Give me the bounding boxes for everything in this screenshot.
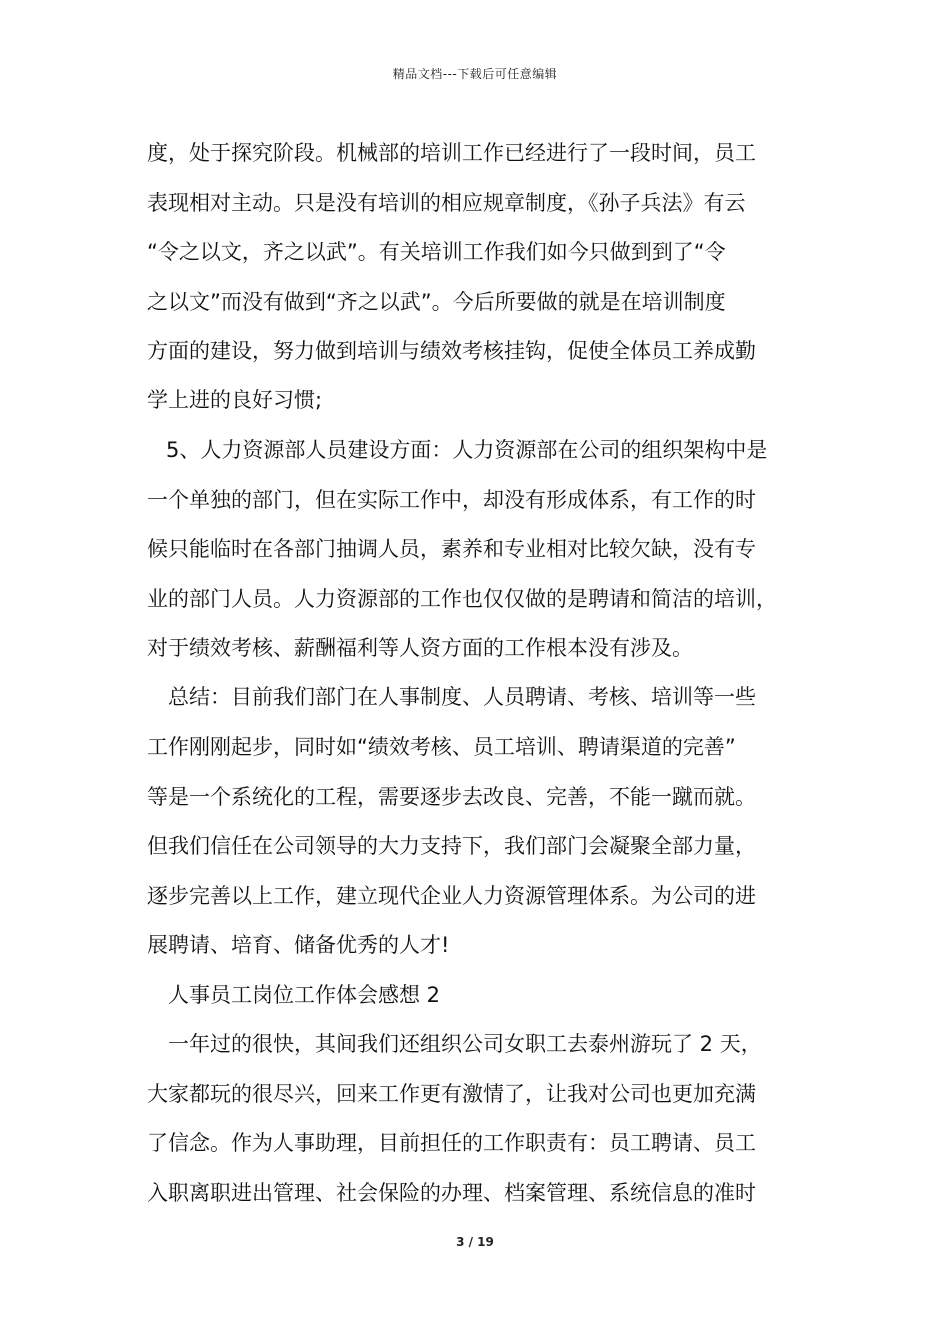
text-line: 对于绩效考核、薪酬福利等人资方面的工作根本没有涉及。 bbox=[147, 636, 693, 660]
text-line: 5、人力资源部人员建设方面：人力资源部在公司的组织架构中是 bbox=[166, 438, 768, 462]
text-line: 业的部门人员。人力资源部的工作也仅仅做的是聘请和简洁的培训， bbox=[147, 587, 777, 611]
text-line: 方面的建设，努力做到培训与绩效考核挂钩，促使全体员工养成勤 bbox=[147, 339, 756, 363]
text-line: 工作刚刚起步，同时如“绩效考核、员工培训、聘请渠道的完善” bbox=[147, 735, 736, 759]
text-line: 度，处于探究阶段。机械部的培训工作已经进行了一段时间，员工 bbox=[147, 141, 756, 165]
text-line: 一年过的很快，其间我们还组织公司女职工去泰州游玩了 2 天， bbox=[168, 1032, 762, 1056]
page-number: 3 / 19 bbox=[456, 1235, 494, 1249]
text-line: 了信念。作为人事助理，目前担任的工作职责有：员工聘请、员工 bbox=[147, 1131, 756, 1155]
text-line: 但我们信任在公司领导的大力支持下，我们部门会凝聚全部力量， bbox=[147, 834, 756, 858]
text-line: 表现相对主动。只是没有培训的相应规章制度，《孙子兵法》有云 bbox=[147, 191, 746, 215]
text-line: 之以文”而没有做到“齐之以武”。今后所要做的就是在培训制度 bbox=[147, 290, 726, 314]
text-line: 候只能临时在各部门抽调人员，素养和专业相对比较欠缺，没有专 bbox=[147, 537, 756, 561]
section-heading: 人事员工岗位工作体会感想 2 bbox=[168, 983, 441, 1007]
page-header: 精品文档---下载后可任意编辑 bbox=[392, 67, 558, 81]
text-line: 学上进的良好习惯; bbox=[147, 388, 323, 412]
text-line: 入职离职进出管理、社会保险的办理、档案管理、系统信息的准时 bbox=[147, 1181, 756, 1205]
text-line: “令之以文，齐之以武”。有关培训工作我们如今只做到到了“令 bbox=[147, 240, 726, 264]
text-line: 展聘请、培育、储备优秀的人才! bbox=[147, 933, 450, 957]
text-line: 逐步完善以上工作，建立现代企业人力资源管理体系。为公司的进 bbox=[147, 884, 756, 908]
text-line: 总结：目前我们部门在人事制度、人员聘请、考核、培训等一些 bbox=[168, 685, 756, 709]
text-line: 大家都玩的很尽兴，回来工作更有激情了，让我对公司也更加充满 bbox=[147, 1082, 756, 1106]
text-line: 等是一个系统化的工程，需要逐步去改良、完善，不能一蹴而就。 bbox=[147, 785, 756, 809]
text-line: 一个单独的部门，但在实际工作中，却没有形成体系，有工作的时 bbox=[147, 488, 756, 512]
